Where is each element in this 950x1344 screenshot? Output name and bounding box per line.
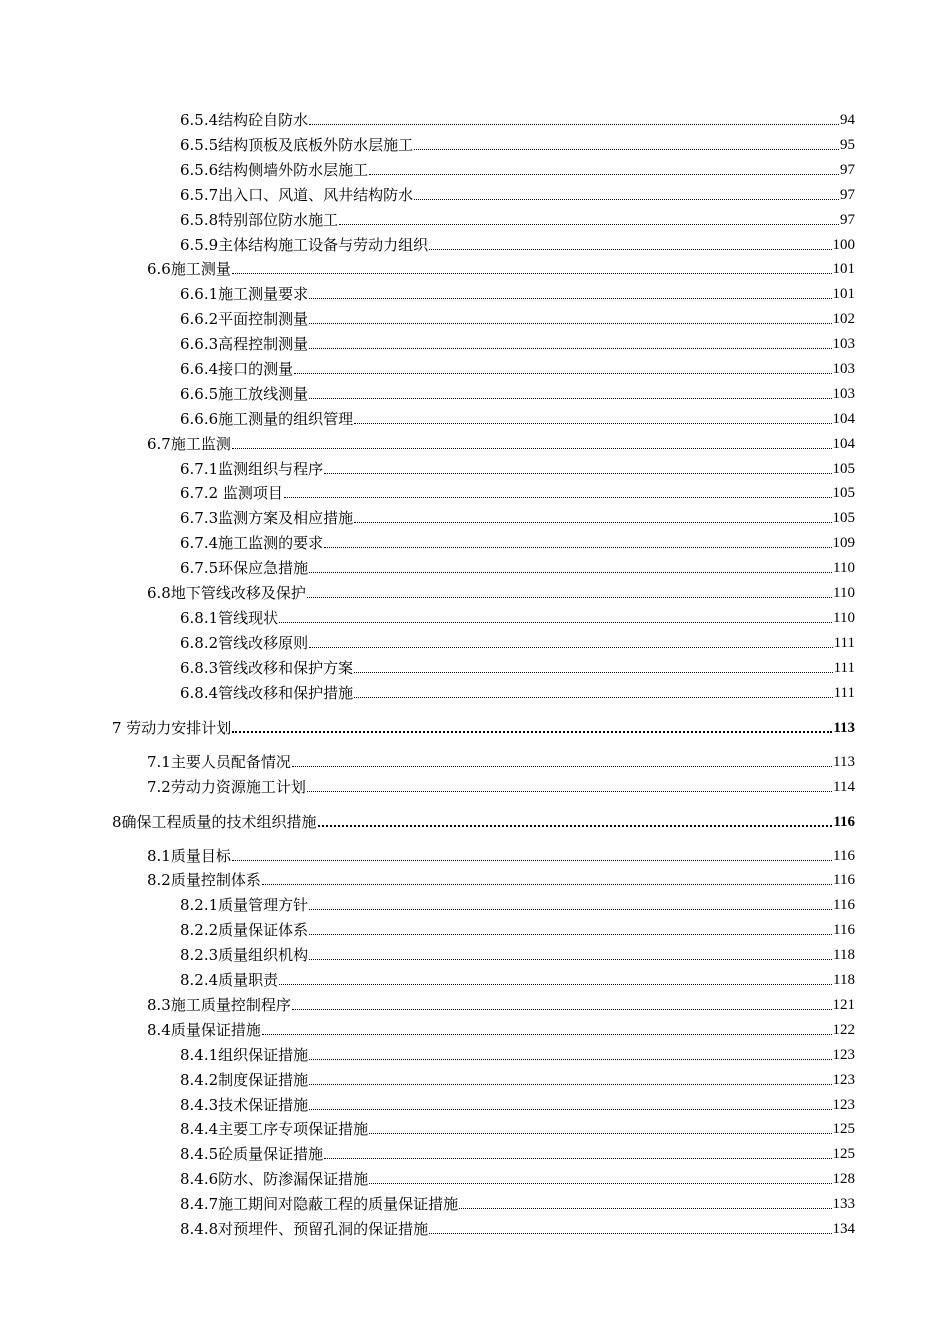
toc-entry-title: 6.7施工监测 bbox=[147, 435, 231, 453]
dot-leader bbox=[369, 1183, 831, 1184]
toc-page-number: 95 bbox=[840, 137, 855, 153]
toc-entry-title: 6.8.3管线改移和保护方案 bbox=[180, 659, 354, 677]
toc-entry[interactable] bbox=[180, 1042, 855, 1064]
toc-page-number: 123 bbox=[832, 1072, 855, 1088]
toc-page-number: 102 bbox=[832, 311, 855, 327]
toc-page-number: 125 bbox=[832, 1121, 855, 1137]
dot-leader bbox=[309, 124, 839, 125]
toc-entry[interactable] bbox=[180, 1092, 855, 1114]
toc-entry[interactable] bbox=[147, 992, 855, 1014]
toc-entry[interactable] bbox=[180, 942, 855, 964]
toc-page-number: 116 bbox=[833, 848, 855, 864]
toc-page-number: 118 bbox=[833, 947, 855, 963]
dot-leader bbox=[309, 959, 832, 960]
toc-entry[interactable] bbox=[180, 331, 855, 353]
toc-entry[interactable] bbox=[180, 917, 855, 939]
toc-page-number: 118 bbox=[833, 972, 855, 988]
toc-page-number: 104 bbox=[832, 411, 855, 427]
toc-entry-title: 6.8地下管线改移及保护 bbox=[147, 584, 306, 602]
toc-entry-title: 8.2.1质量管理方针 bbox=[180, 896, 309, 914]
toc-entry-title: 6.5.8特别部位防水施工 bbox=[180, 211, 339, 229]
dot-leader bbox=[309, 909, 832, 910]
dot-leader bbox=[309, 398, 831, 399]
dot-leader bbox=[309, 572, 832, 573]
toc-entry[interactable] bbox=[147, 256, 855, 278]
toc-entry-title: 8.4.4主要工序专项保证措施 bbox=[180, 1120, 369, 1138]
dot-leader bbox=[354, 423, 831, 424]
toc-entry[interactable] bbox=[180, 505, 855, 527]
toc-page-number: 111 bbox=[833, 660, 855, 676]
toc-page-number: 101 bbox=[832, 286, 855, 302]
dot-leader bbox=[309, 1059, 831, 1060]
toc-page-number: 97 bbox=[840, 212, 855, 228]
toc-entry[interactable] bbox=[180, 381, 855, 403]
toc-entry-title: 7.2劳动力资源施工计划 bbox=[147, 778, 306, 796]
dot-leader bbox=[414, 149, 839, 150]
toc-entry-title: 8.4质量保证措施 bbox=[147, 1021, 261, 1039]
toc-entry[interactable] bbox=[180, 605, 855, 627]
toc-entry-title: 8.4.8对预埋件、预留孔洞的保证措施 bbox=[180, 1220, 429, 1238]
toc-entry-title: 8.4.3技术保证措施 bbox=[180, 1096, 309, 1114]
toc-page-number: 110 bbox=[833, 585, 855, 601]
toc-page-number: 125 bbox=[832, 1146, 855, 1162]
toc-entry-title: 6.6.3高程控制测量 bbox=[180, 335, 309, 353]
toc-entry-title: 8.1质量目标 bbox=[147, 847, 231, 865]
toc-entry[interactable] bbox=[180, 207, 855, 229]
toc-entry-title: 8.2质量控制体系 bbox=[147, 871, 261, 889]
toc-page-number: 113 bbox=[833, 720, 855, 736]
toc-entry-title: 8.2.3质量组织机构 bbox=[180, 946, 309, 964]
toc-entry-title: 8.4.2制度保证措施 bbox=[180, 1071, 309, 1089]
toc-entry-title: 8.2.4质量职责 bbox=[180, 971, 279, 989]
toc-entry[interactable] bbox=[180, 967, 855, 989]
toc-entry[interactable] bbox=[180, 182, 855, 204]
toc-page-number: 128 bbox=[832, 1171, 855, 1187]
toc-entry[interactable] bbox=[147, 867, 855, 889]
toc-entry-title: 8.4.7施工期间对隐蔽工程的质量保证措施 bbox=[180, 1195, 459, 1213]
toc-entry-title: 6.6施工测量 bbox=[147, 260, 231, 278]
toc-chapter-entry[interactable] bbox=[112, 715, 855, 737]
toc-page-number: 116 bbox=[833, 814, 855, 830]
toc-entry[interactable] bbox=[180, 306, 855, 328]
toc-page-number: 103 bbox=[832, 336, 855, 352]
toc-entry-title: 6.8.2管线改移原则 bbox=[180, 634, 309, 652]
toc-entry[interactable] bbox=[147, 580, 855, 602]
toc-entry-title: 6.5.7出入口、风道、风井结构防水 bbox=[180, 186, 414, 204]
toc-page-number: 101 bbox=[832, 261, 855, 277]
toc-entry[interactable] bbox=[147, 749, 855, 771]
toc-page-number: 111 bbox=[833, 685, 855, 701]
toc-entry[interactable] bbox=[180, 1141, 855, 1163]
toc-entry-title: 6.6.1施工测量要求 bbox=[180, 285, 309, 303]
toc-entry[interactable] bbox=[180, 892, 855, 914]
dot-leader bbox=[309, 1109, 831, 1110]
toc-entry-title: 6.6.6施工测量的组织管理 bbox=[180, 410, 354, 428]
dot-leader bbox=[324, 473, 831, 474]
toc-entry-title: 8.4.5砼质量保证措施 bbox=[180, 1145, 324, 1163]
toc-page-number: 133 bbox=[832, 1196, 855, 1212]
toc-entry[interactable] bbox=[180, 1116, 855, 1138]
toc-entry-title: 6.8.4管线改移和保护措施 bbox=[180, 684, 354, 702]
toc-entry[interactable] bbox=[180, 356, 855, 378]
toc-entry[interactable] bbox=[180, 480, 855, 502]
dot-leader bbox=[309, 298, 831, 299]
dot-leader bbox=[309, 647, 832, 648]
dot-leader bbox=[459, 1208, 831, 1209]
dot-leader bbox=[414, 199, 839, 200]
toc-entry[interactable] bbox=[147, 774, 855, 796]
toc-entry-title: 6.6.4接口的测量 bbox=[180, 360, 294, 378]
dot-leader bbox=[232, 273, 832, 274]
toc-page-number: 97 bbox=[840, 162, 855, 178]
toc-page-number: 116 bbox=[833, 897, 855, 913]
toc-page-number: 109 bbox=[832, 535, 855, 551]
dot-leader bbox=[307, 791, 832, 792]
dot-leader bbox=[292, 766, 832, 767]
toc-page-number: 94 bbox=[840, 112, 855, 128]
toc-page-number: 110 bbox=[833, 560, 855, 576]
toc-entry[interactable] bbox=[180, 281, 855, 303]
toc-entry-title: 6.6.2平面控制测量 bbox=[180, 310, 309, 328]
dot-leader bbox=[354, 522, 831, 523]
toc-page-number: 110 bbox=[833, 610, 855, 626]
toc-page-number: 116 bbox=[833, 922, 855, 938]
dot-leader bbox=[369, 174, 839, 175]
toc-entry-title: 6.5.4结构砼自防水 bbox=[180, 111, 309, 129]
toc-page-number: 122 bbox=[832, 1022, 855, 1038]
dot-leader bbox=[309, 348, 831, 349]
dot-leader bbox=[309, 934, 832, 935]
dot-leader bbox=[309, 323, 831, 324]
toc-page-number: 116 bbox=[833, 872, 855, 888]
toc-entry[interactable] bbox=[180, 555, 855, 577]
toc-page-number: 97 bbox=[840, 187, 855, 203]
dot-leader bbox=[284, 497, 832, 498]
toc-entry-title: 6.5.9主体结构施工设备与劳动力组织 bbox=[180, 236, 429, 254]
toc-entry-title: 6.6.5施工放线测量 bbox=[180, 385, 309, 403]
toc-entry-title: 8.2.2质量保证体系 bbox=[180, 921, 309, 939]
toc-entry[interactable] bbox=[180, 456, 855, 478]
toc-entry-title: 6.5.6结构侧墙外防水层施工 bbox=[180, 161, 369, 179]
toc-entry-title: 7.1主要人员配备情况 bbox=[147, 753, 291, 771]
toc-entry-title: 6.7.3监测方案及相应措施 bbox=[180, 509, 354, 527]
toc-entry[interactable] bbox=[180, 655, 855, 677]
toc-page-number: 111 bbox=[833, 635, 855, 651]
dot-leader bbox=[429, 249, 831, 250]
toc-page-number: 103 bbox=[832, 386, 855, 402]
toc-page-number: 100 bbox=[832, 237, 855, 253]
toc-page-number: 105 bbox=[832, 485, 855, 501]
toc-page-number: 121 bbox=[832, 997, 855, 1013]
dot-leader bbox=[318, 825, 833, 827]
dot-leader bbox=[339, 224, 839, 225]
dot-leader bbox=[232, 860, 832, 861]
dot-leader bbox=[309, 1084, 831, 1085]
dot-leader bbox=[429, 1233, 831, 1234]
toc-page-number: 105 bbox=[832, 461, 855, 477]
dot-leader bbox=[307, 597, 832, 598]
toc-page-number: 123 bbox=[832, 1097, 855, 1113]
toc-entry[interactable] bbox=[180, 1191, 855, 1213]
toc-entry[interactable] bbox=[147, 431, 855, 453]
toc-entry[interactable] bbox=[180, 1166, 855, 1188]
toc-entry[interactable] bbox=[147, 1017, 855, 1039]
dot-leader bbox=[279, 984, 832, 985]
dot-leader bbox=[232, 448, 832, 449]
dot-leader bbox=[324, 547, 831, 548]
toc-page-number: 134 bbox=[832, 1221, 855, 1237]
toc-entry-title: 6.7.4施工监测的要求 bbox=[180, 534, 324, 552]
dot-leader bbox=[369, 1133, 831, 1134]
toc-entry-title: 6.7.1监测组织与程序 bbox=[180, 460, 324, 478]
toc-entry[interactable] bbox=[180, 132, 855, 154]
toc-entry-title: 6.5.5结构顶板及底板外防水层施工 bbox=[180, 136, 414, 154]
toc-entry[interactable] bbox=[180, 107, 855, 129]
toc-entry[interactable] bbox=[180, 1067, 855, 1089]
toc-entry[interactable] bbox=[180, 530, 855, 552]
toc-entry[interactable] bbox=[180, 630, 855, 652]
toc-entry-title: 8确保工程质量的技术组织措施 bbox=[112, 813, 317, 831]
toc-page-number: 105 bbox=[832, 510, 855, 526]
toc-entry[interactable] bbox=[147, 843, 855, 865]
toc-entry[interactable] bbox=[180, 157, 855, 179]
dot-leader bbox=[262, 1034, 832, 1035]
dot-leader bbox=[292, 1009, 832, 1010]
toc-entry-title: 8.4.1组织保证措施 bbox=[180, 1046, 309, 1064]
toc-entry-title: 7 劳动力安排计划 bbox=[112, 719, 232, 737]
toc-chapter-entry[interactable] bbox=[112, 809, 855, 831]
toc-entry-title: 8.3施工质量控制程序 bbox=[147, 996, 291, 1014]
dot-leader bbox=[354, 672, 832, 673]
toc-entry[interactable] bbox=[180, 406, 855, 428]
dot-leader bbox=[294, 373, 831, 374]
dot-leader bbox=[324, 1158, 831, 1159]
toc-entry[interactable] bbox=[180, 680, 855, 702]
toc-entry[interactable] bbox=[180, 232, 855, 254]
toc-entry-title: 6.7.5环保应急措施 bbox=[180, 559, 309, 577]
dot-leader bbox=[232, 731, 832, 733]
toc-page-number: 104 bbox=[832, 436, 855, 452]
toc-entry-title: 6.8.1管线现状 bbox=[180, 609, 279, 627]
toc-page-number: 113 bbox=[833, 754, 855, 770]
toc-entry-title: 6.7.2 监测项目 bbox=[180, 484, 283, 502]
dot-leader bbox=[279, 622, 832, 623]
toc-entry[interactable] bbox=[180, 1216, 855, 1238]
dot-leader bbox=[262, 884, 832, 885]
toc-page-number: 123 bbox=[832, 1047, 855, 1063]
toc-page-number: 114 bbox=[833, 779, 855, 795]
dot-leader bbox=[354, 697, 832, 698]
toc-page-number: 103 bbox=[832, 361, 855, 377]
toc-entry-title: 8.4.6防水、防渗漏保证措施 bbox=[180, 1170, 369, 1188]
